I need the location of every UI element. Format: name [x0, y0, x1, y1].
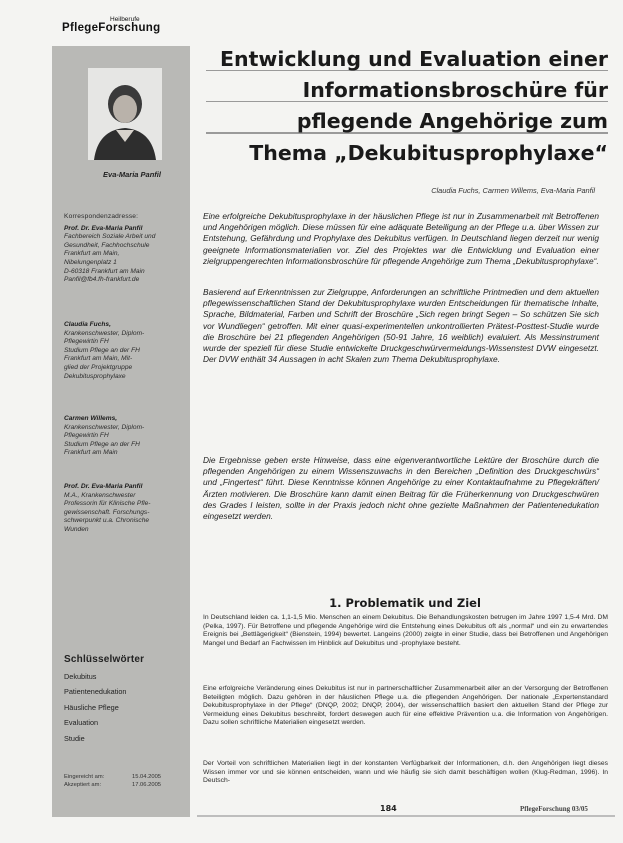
abstract-paragraph: Basierend auf Erkenntnissen zur Zielgruppe, Anforderungen an schriftliche Printmedien und dem aktuellen pflegewissenschaftlichen Stand der Dekubitusprophylaxe wurden Entscheidungen für thematische Inhalte, Sprache, Bildmaterial, Farben und Schrift der Broschüre „Sich regen bringt Segen – So schützen Sie sich vor Wundliegen“ getroffen. Mit einer quasi-experimentellen unkontrollierten Prätest-Posttest-Studie wurde die Broschüre bei 21 pflegenden Angehörigen (50-91 Jahre, 16 weiblich) evaluiert. Als Messinstrument wurde der speziell für diese Studie entwickelte Druckgeschwürvermeidungs-Wissenstest DVW eingesetzt. Der DVW enthält 34 Aussagen in acht Skalen zum Thema Dekubitusprophylaxe. [203, 287, 599, 365]
keyword-item: Evaluation [64, 718, 99, 728]
date-label: Akzeptiert am: [64, 782, 102, 788]
bio-line: Frankfurt am Main, Mit- [64, 355, 133, 363]
bio-line: Krankenschwester, Diplom- [64, 329, 145, 337]
bio-line: Professorin für Klinische Pfle- [64, 500, 151, 508]
abstract-paragraph: Eine erfolgreiche Dekubitusprophylaxe in der häuslichen Pflege ist nur in Zusammenarbeit mit Betroffenen und Angehörigen möglich. Diese müssen für eine adäquate Beteiligung an der Pflege u.a. über Wissen zur Entstehung, Gefährdung und Prophylaxe des Dekubitus verfügen. In Deutschland liegen derzeit nur wenig geeignete Informationsmaterialien vor. Ziel des Projektes war die Entwicklung und Evaluation einer zielgruppengerechten Informationsbroschüre für pflegende Angehörige zum Thema „Dekubitusprophylaxe“. [203, 211, 599, 266]
correspondence-email: Panfil@fb4.fh-frankfurt.de [64, 276, 140, 284]
bio-line: M.A., Krankenschwester [64, 491, 136, 499]
body-paragraph: In Deutschland leiden ca. 1,1-1,5 Mio. Menschen an einem Dekubitus. Die Behandlungskosten betrugen im Jahre 1997 1,5-4 Mrd. DM (Pelka, 1997). Für Betroffene und pflegende Angehörige wird die Entstehung eines Dekubitus oft als „normal“ und ein zu erwartendes Ereignis bei „Bettlägerigkeit“ (Bienstein, 1994) bewertet. Langeins (2000) zeigte in einer Studie, dass bei Betroffenen und Angehörigen Mangel und Bedarf an Fachwissen im Hinblick auf Dekubitus und -prophylaxe besteht. [203, 614, 608, 647]
correspondence-line: D-60318 Frankfurt am Main [64, 267, 145, 275]
bio-line: schwerpunkt u.a. Chronische [64, 517, 150, 525]
date-row [64, 773, 184, 781]
portrait-image [88, 68, 162, 160]
body-paragraph: Eine erfolgreiche Veränderung eines Dekubitus ist nur in partnerschaftlicher Zusammenarbeit aller an der Versorgung der Betroffenen Beteiligten möglich. Dazu gehören in der häuslichen Pflege u.a. die pflegenden Angehörigen. Der nationale „Expertenstandard Dekubitusprophylaxe in der Pflege“ (DNQP, 2002; DNQP, 2004), der wissenschaftlich basiert den aktuellen Stand der Pflege zur Vermeidung eines Dekubitus beschreibt, fordert deswegen auch für eine effektive Prävention u.a. die Information von Angehörigen. Dazu sollen schriftliche Materialien eingesetzt werden. [203, 685, 608, 727]
bio-line: Pflegewirtin FH [64, 432, 109, 440]
bio-line: Pflegewirtin FH [64, 338, 109, 346]
correspondence-label: Korrespondenzadresse: [64, 213, 139, 220]
author-bio-2 [64, 415, 180, 458]
title-line: pflegende Angehörige zum [296, 109, 608, 134]
bio-line: Frankfurt am Main [64, 449, 118, 457]
body-paragraph: Der Vorteil von schriftlichen Materialien liegt in der konstanten Verfügbarkeit der Informationen, d.h. den Angehörigen liegt dieses Wissen immer vor und sie können entscheiden, wann und wie häufig sie sich damit beschäftigen wollen (Klug-Redman, 1996). In Deutsch- [203, 760, 608, 785]
journal-masthead [62, 16, 202, 34]
bio-line: Studium Pflege an der FH [64, 346, 140, 354]
date-value: 17.06.2005 [132, 782, 162, 788]
correspondence-line: Nibelungenplatz 1 [64, 258, 117, 266]
keyword-item: Dekubitus [64, 672, 97, 681]
bio-line: Dekubitusprophylaxe [64, 372, 126, 380]
masthead-name: PflegeForschung [62, 22, 161, 34]
date-row [64, 781, 184, 789]
keyword-item: Patientenedukation [64, 687, 127, 697]
footer-rule [197, 815, 615, 817]
bio-line: Krankenschwester, Diplom- [64, 423, 145, 431]
keywords-box [64, 654, 184, 746]
photo-caption: Eva-Maria Panfil [103, 170, 161, 179]
abstract-paragraph: Die Ergebnisse geben erste Hinweise, dass eine eigenverantwortliche Lektüre der Broschüre durch die pflegenden Angehörigen zu einem Wissenszuwachs in den Bereichen „Definition des Druckgeschwürs“ und „Fingertest“ führt. Diese Kenntnisse können Angehörige zu einer Kontaktaufnahme zu Pflegekräften/Ärzten motivieren. Die Broschüre kann damit einen Beitrag für die Früherkennung von Druckgeschwüren des Grades I leisten, sollte in der Praxis jedoch nicht ohne gezielte Maßnahmen der Patientenedukation eingesetzt werden. [203, 455, 599, 522]
correspondence-block [64, 213, 180, 285]
title-line: Informationsbroschüre für [302, 78, 608, 103]
date-value: 15.04.2005 [132, 774, 162, 780]
bio-line: Wunden [64, 525, 89, 533]
masthead-top: Heilberufe [110, 16, 140, 23]
date-label: Eingereicht am: [64, 774, 105, 780]
correspondence-line: Fachbereich Soziale Arbeit und [64, 233, 156, 241]
correspondence-line: Gesundheit, Fachhochschule [64, 241, 150, 249]
section-heading: 1. Problematik und Ziel [329, 596, 481, 610]
bio-line: Prof. Dr. Eva-Maria Panfil [64, 483, 143, 490]
author-bio-3 [64, 483, 180, 535]
title-line: Entwicklung und Evaluation einer [219, 47, 608, 71]
magazine-issue: PflegeForschung 03/05 [520, 805, 588, 813]
bio-line: glied der Projektgruppe [64, 363, 133, 371]
article-title [200, 44, 608, 169]
page-number: 184 [380, 804, 397, 813]
keywords-title: Schlüsselwörter [64, 654, 145, 665]
bio-line: Studium Pflege an der FH [64, 440, 140, 448]
bio-line: Carmen Willems, [64, 415, 118, 422]
correspondence-line: Prof. Dr. Eva-Maria Panfil [64, 224, 143, 232]
keyword-item: Häusliche Pflege [64, 702, 119, 712]
correspondence-line: Frankfurt am Main, [64, 250, 120, 258]
bio-line: Claudia Fuchs, [64, 321, 111, 328]
keyword-item: Studie [64, 733, 85, 743]
title-line: Thema „Dekubitusprophylaxe“ [249, 140, 608, 165]
submission-dates [64, 773, 184, 789]
author-bio-1 [64, 321, 180, 381]
author-line: Claudia Fuchs, Carmen Willems, Eva-Maria Panfil [431, 186, 595, 195]
bio-line: gewissenschaft. Forschungs- [64, 508, 150, 516]
author-photo [88, 68, 162, 160]
